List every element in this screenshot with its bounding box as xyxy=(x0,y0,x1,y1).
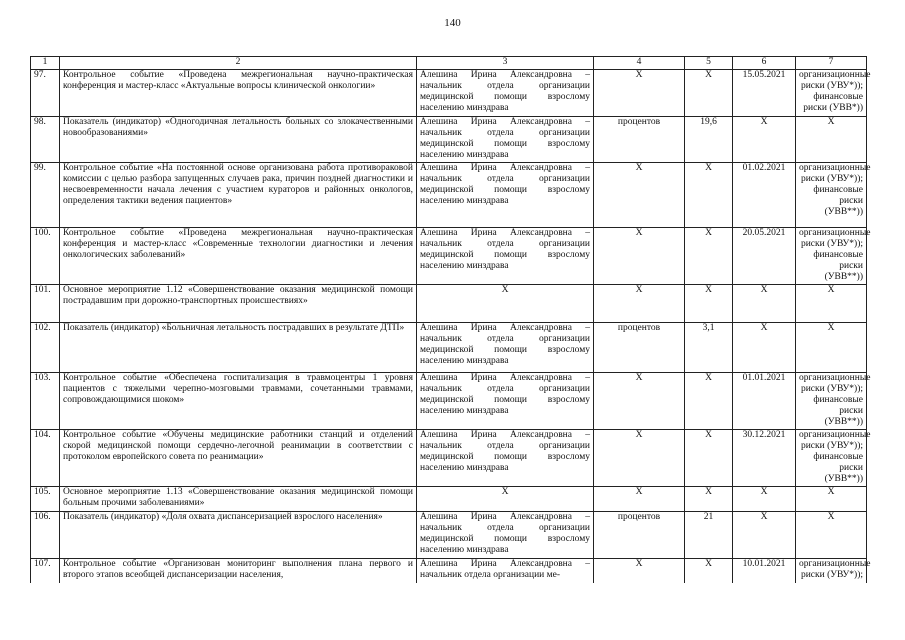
unit-cell: процентов xyxy=(594,512,685,559)
measure-description: Показатель (индикатор) «Доля охвата диспансеризацией взрослого населения» xyxy=(60,512,417,559)
row-number: 103. xyxy=(31,373,60,430)
risk-cell: организационные риски (УВУ*)); финансовые риски (УВВ*)) xyxy=(796,70,867,117)
measures-table xyxy=(30,56,871,583)
table-row xyxy=(31,373,867,430)
unit-cell: X xyxy=(594,487,685,512)
row-number: 99. xyxy=(31,163,60,228)
unit-cell: X xyxy=(594,285,685,323)
unit-cell: X xyxy=(594,163,685,228)
responsible-person: Алешина Ирина Александровна – начальник отдела организации медицинской помощи взрослому населению минздрава xyxy=(417,512,594,559)
measure-description: Основное мероприятие 1.13 «Совершенствование оказания медицинской помощи больным прочими заболеваниями» xyxy=(60,487,417,512)
value-cell: X xyxy=(685,163,733,228)
date-cell: 01.02.2021 xyxy=(733,163,796,228)
responsible-person: Алешина Ирина Александровна – начальник отдела организации медицинской помощи взрослому населению минздрава xyxy=(417,70,594,117)
risk-cell: организационные риски (УВУ*)); финансовые риски (УВВ**)) xyxy=(796,430,867,487)
unit-cell: X xyxy=(594,228,685,285)
measure-description: Контрольное событие «Проведена межрегиональная научно-практическая конференция и мастер-класс «Актуальные вопросы клинической онкологии» xyxy=(60,70,417,117)
responsible-person: Алешина Ирина Александровна – начальник отдела организации ме- xyxy=(417,559,594,584)
date-cell: 30.12.2021 xyxy=(733,430,796,487)
measure-description: Контрольное событие «Обучены медицинские работники станций и отделений скорой медицинской помощи сердечно-легочной реанимации в соответствии с протоколом европейского совета по реанимации» xyxy=(60,430,417,487)
table-row xyxy=(31,70,867,117)
table-row xyxy=(31,559,867,584)
column-header: 7 xyxy=(796,57,867,70)
unit-cell: процентов xyxy=(594,117,685,163)
row-number: 97. xyxy=(31,70,60,117)
value-cell: 21 xyxy=(685,512,733,559)
column-header: 2 xyxy=(60,57,417,70)
responsible-person: Алешина Ирина Александровна – начальник отдела организации медицинской помощи взрослому населению минздрава xyxy=(417,163,594,228)
column-number-row xyxy=(31,57,867,70)
measure-description: Показатель (индикатор) «Одногодичная летальность больных со злокачественными новообразованиями» xyxy=(60,117,417,163)
table-row xyxy=(31,228,867,285)
risk-cell: X xyxy=(796,487,867,512)
column-header: 5 xyxy=(685,57,733,70)
date-cell: 01.01.2021 xyxy=(733,373,796,430)
date-cell: X xyxy=(733,487,796,512)
column-header: 3 xyxy=(417,57,594,70)
table-row xyxy=(31,323,867,373)
date-cell: 15.05.2021 xyxy=(733,70,796,117)
risk-cell: организационные риски (УВУ*)); финансовые риски (УВВ**)) xyxy=(796,373,867,430)
responsible-person: X xyxy=(417,285,594,323)
unit-cell: X xyxy=(594,70,685,117)
table-row xyxy=(31,117,867,163)
measure-description: Контрольное событие «На постоянной основе организована работа противораковой комиссии с целью разбора запущенных случаев рака, причин поздней диагностики и несвоевременности начала лечения с участием кураторов и районных онкологов, определения тактики ведения пациентов» xyxy=(60,163,417,228)
unit-cell: процентов xyxy=(594,323,685,373)
value-cell: X xyxy=(685,70,733,117)
value-cell: 3,1 xyxy=(685,323,733,373)
date-cell: X xyxy=(733,285,796,323)
risk-cell: организационные риски (УВУ*)); xyxy=(796,559,867,584)
responsible-person: Алешина Ирина Александровна – начальник отдела организации медицинской помощи взрослому населению минздрава xyxy=(417,117,594,163)
row-number: 100. xyxy=(31,228,60,285)
unit-cell: X xyxy=(594,559,685,584)
value-cell: 19,6 xyxy=(685,117,733,163)
column-header: 6 xyxy=(733,57,796,70)
responsible-person: X xyxy=(417,487,594,512)
responsible-person: Алешина Ирина Александровна – начальник отдела организации медицинской помощи взрослому населению минздрава xyxy=(417,228,594,285)
measure-description: Контрольное событие «Проведена межрегиональная научно-практическая конференция и мастер-класс «Современные технологии диагностики и лечения онкологических заболеваний» xyxy=(60,228,417,285)
responsible-person: Алешина Ирина Александровна – начальник отдела организации медицинской помощи взрослому населению минздрава xyxy=(417,323,594,373)
row-number: 104. xyxy=(31,430,60,487)
row-number: 106. xyxy=(31,512,60,559)
measure-description: Контрольное событие «Обеспечена госпитализация в травмоцентры 1 уровня пациентов с тяжелыми черепно-мозговыми травмами, сочетанными травмами, сопровождающимися шоком» xyxy=(60,373,417,430)
value-cell: X xyxy=(685,487,733,512)
table-row xyxy=(31,430,867,487)
risk-cell: X xyxy=(796,323,867,373)
responsible-person: Алешина Ирина Александровна – начальник отдела организации медицинской помощи взрослому населению минздрава xyxy=(417,430,594,487)
row-number: 107. xyxy=(31,559,60,584)
date-cell: X xyxy=(733,323,796,373)
date-cell: 20.05.2021 xyxy=(733,228,796,285)
measure-description: Основное мероприятие 1.12 «Совершенствование оказания медицинской помощи пострадавшим при дорожно-транспортных происшествиях» xyxy=(60,285,417,323)
table-row xyxy=(31,512,867,559)
date-cell: 10.01.2021 xyxy=(733,559,796,584)
value-cell: X xyxy=(685,373,733,430)
responsible-person: Алешина Ирина Александровна – начальник отдела организации медицинской помощи взрослому населению минздрава xyxy=(417,373,594,430)
risk-cell: X xyxy=(796,512,867,559)
risk-cell: X xyxy=(796,117,867,163)
table-row xyxy=(31,285,867,323)
date-cell: X xyxy=(733,117,796,163)
row-number: 102. xyxy=(31,323,60,373)
risk-cell: организационные риски (УВУ*)); финансовые риски (УВВ**)) xyxy=(796,163,867,228)
value-cell: X xyxy=(685,430,733,487)
page-number: 140 xyxy=(444,17,461,29)
value-cell: X xyxy=(685,285,733,323)
table-row xyxy=(31,487,867,512)
measure-description: Показатель (индикатор) «Больничная летальность пострадавших в результате ДТП» xyxy=(60,323,417,373)
row-number: 101. xyxy=(31,285,60,323)
row-number: 105. xyxy=(31,487,60,512)
column-header: 1 xyxy=(31,57,60,70)
date-cell: X xyxy=(733,512,796,559)
unit-cell: X xyxy=(594,373,685,430)
row-number: 98. xyxy=(31,117,60,163)
value-cell: X xyxy=(685,228,733,285)
value-cell: X xyxy=(685,559,733,584)
column-header: 4 xyxy=(594,57,685,70)
risk-cell: X xyxy=(796,285,867,323)
unit-cell: X xyxy=(594,430,685,487)
table-row xyxy=(31,163,867,228)
measure-description: Контрольное событие «Организован мониторинг выполнения плана первого и второго этапов всеобщей диспансеризации населения, xyxy=(60,559,417,584)
risk-cell: организационные риски (УВУ*)); финансовые риски (УВВ**)) xyxy=(796,228,867,285)
